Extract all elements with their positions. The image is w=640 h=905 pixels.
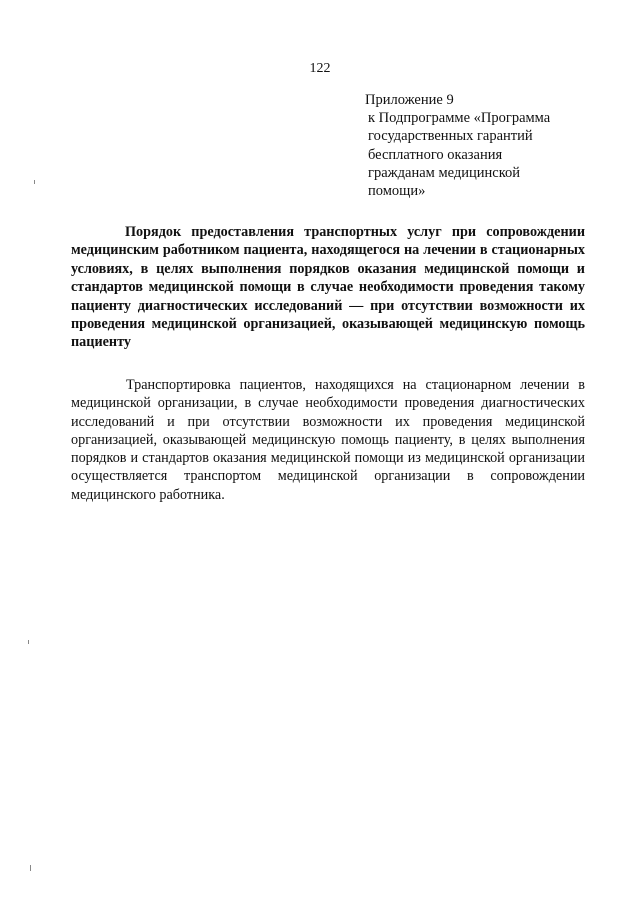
appendix-line: к Подпрограмме «Программа xyxy=(368,110,551,127)
body-paragraph: Транспортировка пациентов, находящихся на стационарном лечении в медицинской организации, в случае необходимости проведения диагностических исследований и при отсутствии возможности их проведения медицинской организацией, оказывающей медицинскую помощь пациенту, в целях выполнения порядков и стандартов оказания медицинской помощи из медицинской организации осуществляется транспортом медицинской организации в сопровождении медицинского работника. xyxy=(71,377,585,503)
document-title-text: Порядок предоставления транспортных услуг при сопровождении медицинским работником пациента, находящегося на лечении в стационарных условиях, в целях выполнения порядков оказания медицинской помощи и стандартов медицинской помощи в случае необходимости проведения такому пациенту диагностических исследований — при отсутствии возможности их проведения медицинской организацией, оказывающей медицинскую помощь пациенту xyxy=(71,224,585,351)
appendix-line: бесплатного оказания xyxy=(368,146,503,163)
scan-mark xyxy=(28,640,29,644)
appendix-line: государственных гарантий xyxy=(368,128,533,145)
document-title xyxy=(71,223,585,352)
appendix-line: гражданам медицинской xyxy=(368,164,521,181)
scan-mark xyxy=(30,865,31,871)
page-number: 122 xyxy=(309,61,331,76)
scan-mark xyxy=(34,180,35,184)
appendix-line: помощи» xyxy=(368,183,426,200)
appendix-line: Приложение 9 xyxy=(365,92,454,108)
appendix-header xyxy=(365,91,605,200)
